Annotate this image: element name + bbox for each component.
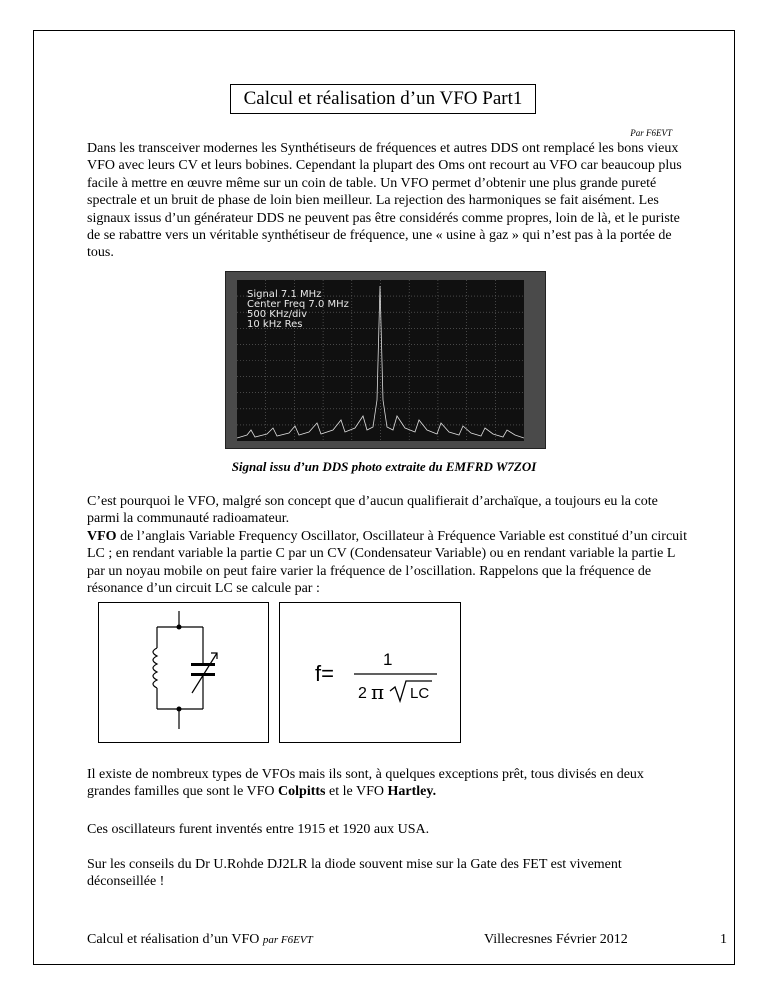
colpitts-term: Colpitts: [278, 784, 326, 800]
scope-line-span: 500 KHz/div: [247, 309, 308, 320]
families-paragraph: [87, 766, 687, 801]
history-paragraph: Ces oscillateurs furent inventés entre 1915 et 1920 aux USA.: [87, 822, 430, 837]
intro-paragraph: Dans les transceiver modernes les Synthétiseurs de fréquences et autres DDS ont remplacé les bons vieux VFO avec leurs CV et leurs bobines. Cependant la plupart des Oms ont recourt au VFO car beaucoup plus facile à mettre en œuvre même sur un coin de table. Un VFO permet d’obtenir une plus grande pureté spectrale et un bruit de phase de loin bien meilleur. La rejection des harmoniques se fait aisément. Les signaux issus d’un générateur DDS ne peuvent pas être considérés comme propres, loin de là, et le puriste de se rabattre vers un véritable synthétiseur de fréquence, une « usine à gaz » qui n’est pas à la portée de tous.: [87, 141, 682, 261]
lc-circuit-schematic: [99, 603, 268, 742]
families-text: Il existe de nombreux types de VFOs mais ils sont, à quelques exceptions prêt, tous divisés en deux grandes familles que sont le VFO: [87, 767, 644, 800]
formula-lc: LC: [410, 685, 430, 702]
vfo-definition-text: de l’anglais Variable Frequency Oscillator, Oscillateur à Fréquence Variable est constitué d’un circuit LC ; en rendant variable la partie C par un CV (Condensateur Variable) ou en rendant variable la partie L par un noyau mobile on peut faire varier la fréquence de l’oscillation. Rappelons que la fréquence de résonance d’un circuit LC se calcule par :: [87, 528, 687, 597]
page-number: 1: [720, 932, 727, 947]
footer-title: [87, 932, 313, 948]
document-title: Calcul et réalisation d’un VFO Part1: [230, 84, 536, 114]
scope-line-res: 10 kHz Res: [247, 319, 303, 330]
scope-screen: [237, 280, 524, 441]
scope-line-center: Center Freq 7.0 MHz: [247, 299, 349, 310]
capacitor-plate-bottom: [191, 673, 215, 676]
resonance-formula: [279, 602, 461, 743]
families-join-text: et le VFO: [325, 784, 388, 800]
scope-line-signal: Signal 7.1 MHz: [247, 289, 322, 300]
formula-graphic: [280, 603, 460, 742]
vfo-paragraph: [87, 493, 687, 597]
hartley-term: Hartley.: [387, 784, 437, 800]
formula-numerator: 1: [383, 650, 393, 669]
vfo-intro-text: C’est pourquoi le VFO, malgré son concept que d’aucun qualifierait d’archaïque, a toujours eu la cote parmi la communauté radioamateur.: [87, 494, 658, 527]
spectrum-photo: [225, 271, 546, 449]
formula-pi: π: [371, 680, 385, 704]
formula-lhs: f=: [315, 661, 334, 686]
advice-paragraph: Sur les conseils du Dr U.Rohde DJ2LR la diode souvent mise sur la Gate des FET est vivement déconseillée !: [87, 857, 622, 890]
author-byline: Par F6EVT: [630, 128, 672, 138]
capacitor-plate-top: [191, 663, 215, 666]
footer-title-text: Calcul et réalisation d’un VFO: [87, 932, 260, 947]
formula-two: 2: [358, 685, 367, 702]
footer-place-date: Villecresnes Février 2012: [484, 932, 628, 947]
footer-author: par F6EVT: [262, 934, 313, 946]
scope-readout: [247, 290, 349, 330]
figure-caption: Signal issu d’un DDS photo extraite du EMFRD W7ZOI: [231, 459, 537, 474]
lc-circuit-diagram: [98, 602, 269, 743]
vfo-bold-term: VFO: [87, 528, 117, 544]
